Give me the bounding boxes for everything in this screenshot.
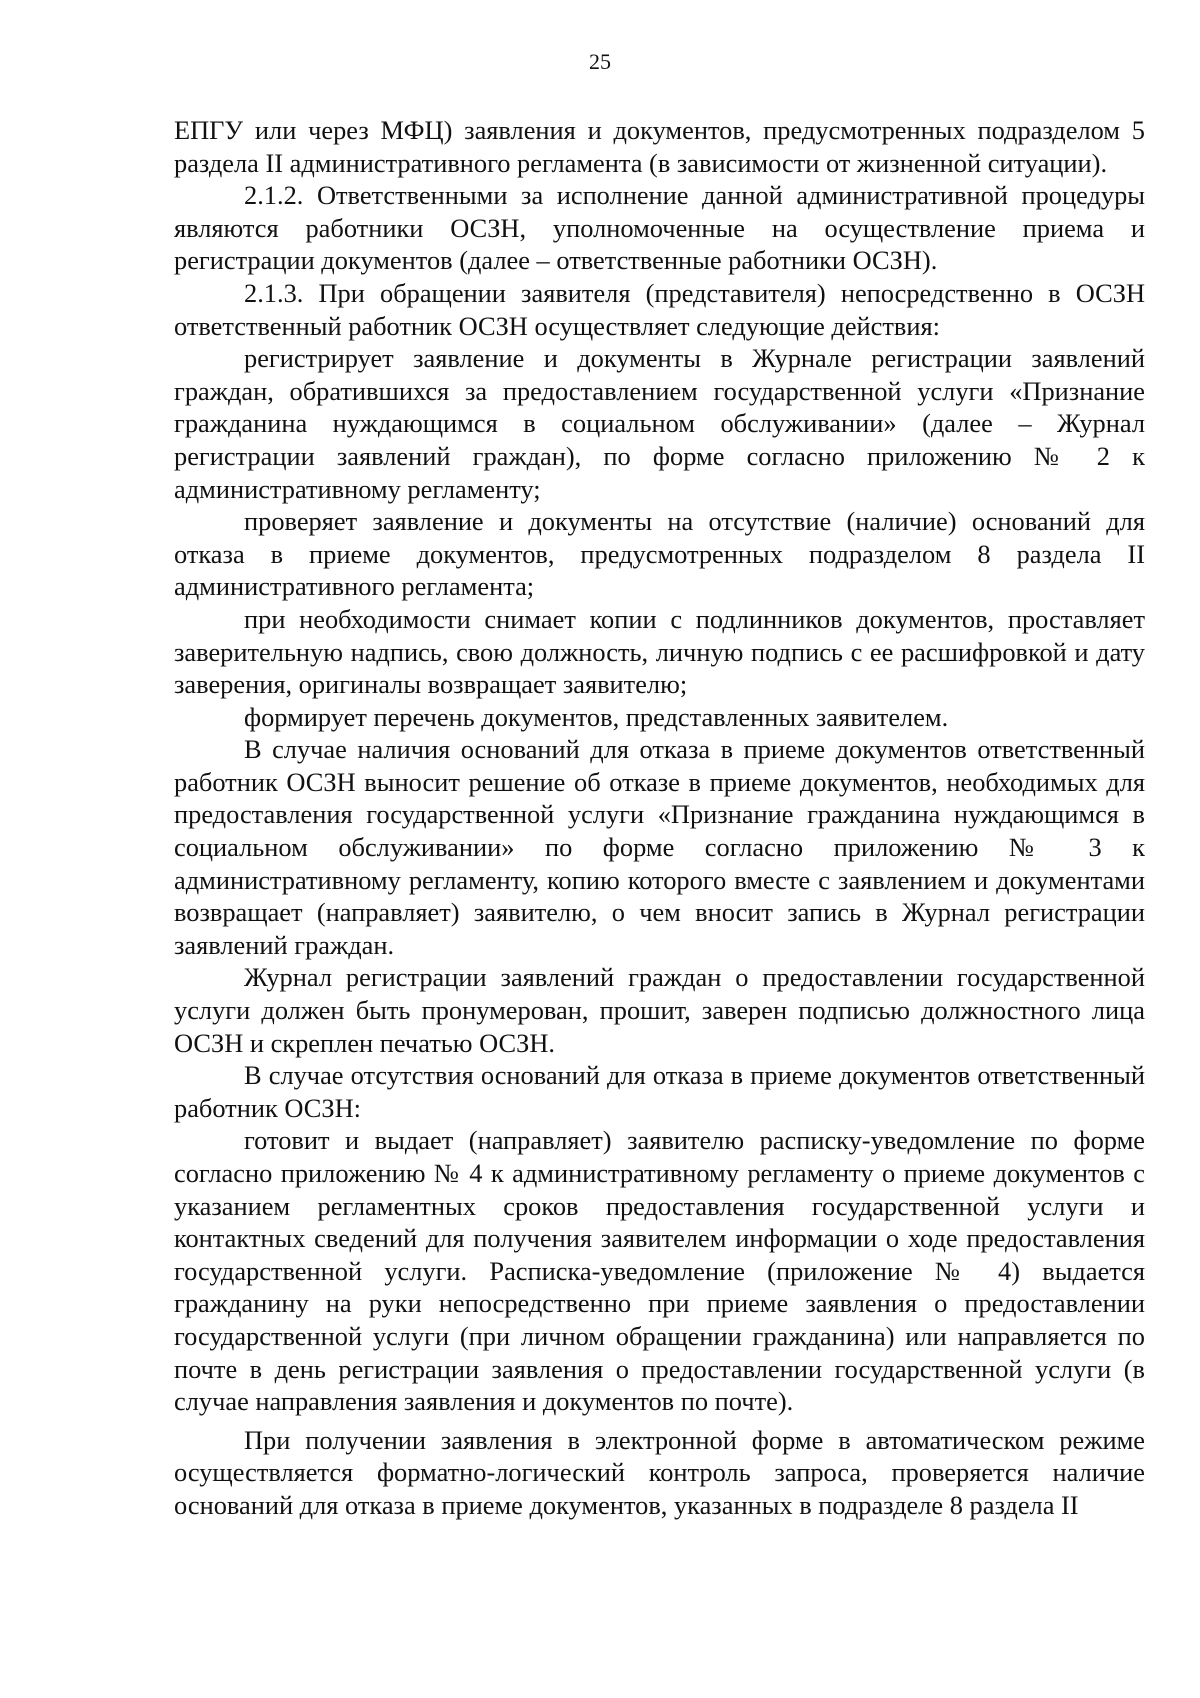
paragraph-refusal: В случае наличия оснований для отказа в приеме документов ответственный работник ОСЗН выносит решение об отказе в приеме документов, необходимых для предоставления государственной услуги «Признание гражданина нуждающимся в социальном обслуживании» по форме согласно приложению № 3 к административному регламенту, копию которого вместе с заявлением и документами возвращает (направляет) заявителю, о чем вносит запись в Журнал регистрации заявлений граждан. bbox=[174, 734, 1145, 960]
paragraph-copies: при необходимости снимает копии с подлинников документов, проставляет заверительную надпись, свою должность, личную подпись с ее расшифровкой и дату заверения, оригиналы возвращает заявителю; bbox=[174, 603, 1145, 700]
paragraph-no-grounds: В случае отсутствия оснований для отказа в приеме документов ответственный работник ОСЗН: bbox=[174, 1060, 1145, 1123]
paragraph-2-1-3: 2.1.3. При обращении заявителя (представителя) непосредственно в ОСЗН ответственный работник ОСЗН осуществляет следующие действия: bbox=[174, 277, 1145, 341]
paragraph-electronic: При получении заявления в электронной форме в автоматическом режиме осуществляется форматно-логический контроль запроса, проверяется наличие оснований для отказа в приеме документов, указанных в подразделе 8 раздела II bbox=[174, 1424, 1145, 1520]
document-body bbox=[174, 114, 1145, 1522]
page-number: 25 bbox=[589, 49, 611, 74]
paragraph-2-1-2: 2.1.2. Ответственными за исполнение данной административной процедуры являются работники ОСЗН, уполномоченные на осуществление приема и регистрации документов (далее – ответственные работники ОСЗН). bbox=[174, 180, 1145, 276]
paragraph-forms-list: формирует перечень документов, представленных заявителем. bbox=[244, 701, 949, 732]
paragraph-registers: регистрирует заявление и документы в Журнале регистрации заявлений граждан, обратившихся за предоставлением государственной услуги «Признание гражданина нуждающимся в социальном обслуживании» (далее – Журнал регистрации заявлений граждан), по форме согласно приложению № 2 к административному регламенту; bbox=[174, 343, 1145, 504]
paragraph-journal: Журнал регистрации заявлений граждан о предоставлении государственной услуги должен быть пронумерован, прошит, заверен подписью должностного лица ОСЗН и скреплен печатью ОСЗН. bbox=[174, 962, 1145, 1058]
paragraph-continuation: ЕПГУ или через МФЦ) заявления и документов, предусмотренных подразделом 5 раздела II административного регламента (в зависимости от жизненной ситуации). bbox=[174, 115, 1145, 178]
paragraph-receipt: готовит и выдает (направляет) заявителю расписку-уведомление по форме согласно приложению № 4 к административному регламенту о приеме документов с указанием регламентных сроков предоставления государственной услуги и контактных сведений для получения заявителем информации о ходе предоставления государственной услуги. Расписка-уведомление (приложение № 4) выдается гражданину на руки непосредственно при приеме заявления о предоставлении государственной услуги (при личном обращении гражданина) или направляется по почте в день регистрации заявления о предоставлении государственной услуги (в случае направления заявления и документов по почте). bbox=[174, 1125, 1145, 1417]
paragraph-checks: проверяет заявление и документы на отсутствие (наличие) оснований для отказа в приеме документов, предусмотренных подразделом 8 раздела II административного регламента; bbox=[174, 506, 1145, 602]
